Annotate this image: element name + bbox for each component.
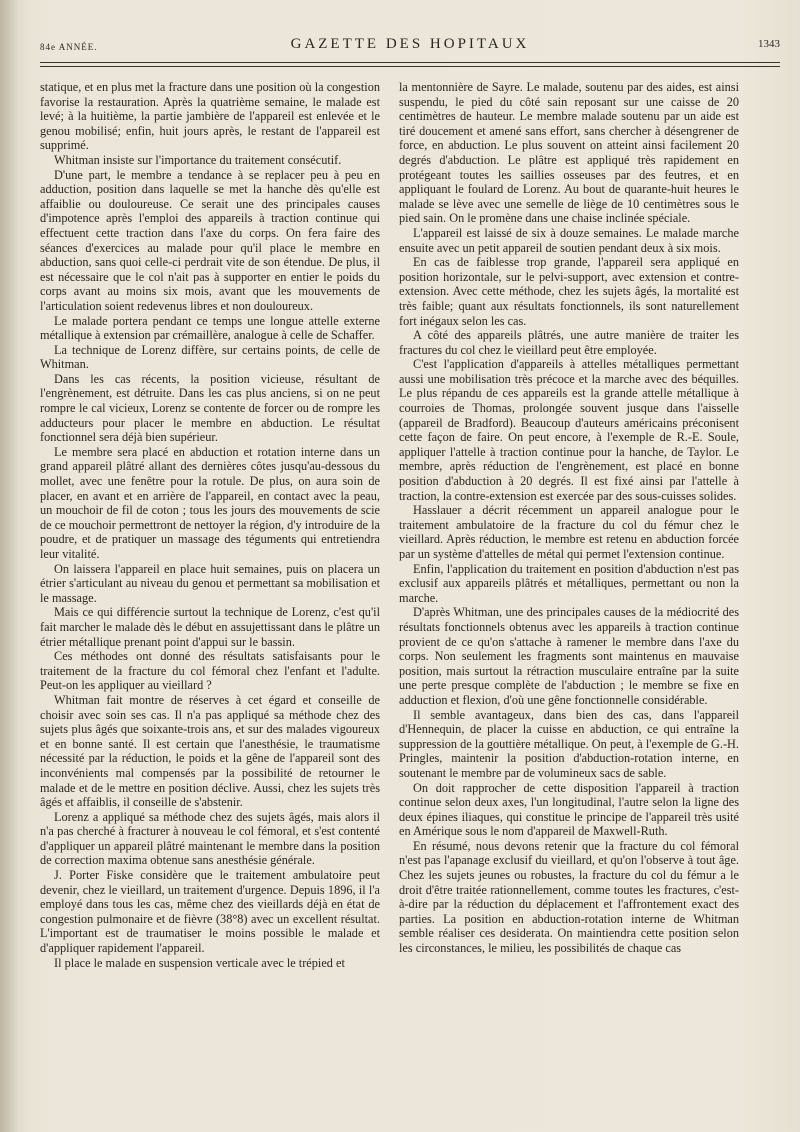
paragraph: Le membre sera placé en abduction et rotation interne dans un grand appareil plâtré allant des dernières côtes jusqu'au-dessous du mollet, avec une fenêtre pour la rotule. De plus, on aura soin de placer, en avant et en arrière de l'appareil, en contact avec la peau, un mouchoir de fil de coton ; tous les jours des mouvements de scie de ce mouchoir permettront de nettoyer la région, d'y introduire de la poudre, et de pratiquer un massage des téguments qui entretiendra leur vitalité. [40,444,380,561]
binding-shadow [0,0,18,1132]
paragraph: D'une part, le membre a tendance à se replacer peu à peu en adduction, position dans laquelle se met la hanche dès qu'elle est affaiblie ou douloureuse. Ce serait une des principales causes d'impotence après l'emploi des appareils à traction continue qui effectuent cette traction dans l'axe du corps. On fera faire des séances d'exercices au malade pour qu'il place le membre en abduction, sans quoi celle-ci perdrait vite de son étendue. De plus, il est nécessaire que le col n'ait pas à supporter en entier le poids du corps avant au moins six mois, avant que les mouvements de l'articulation soient redevenus libres et non douloureux. [40,167,380,313]
paragraph: A côté des appareils plâtrés, une autre manière de traiter les fractures du col chez le vieillard peut être employée. [399,328,739,357]
paragraph: la mentonnière de Sayre. Le malade, soutenu par des aides, est ainsi suspendu, le pied du côté sain reposant sur une caisse de 20 centimètres de hauteur. Le membre malade soutenu par un aide est tiré doucement et amené sans effort, sans chercher à désengrener de force, en abduction. Le plus souvent on atteint ainsi facilement 20 degrés d'abduction. Le plâtre est appliqué très rapidement en protégeant toutes les saillies osseuses par des feutres, et en appliquant le foulard de Lorenz. Au bout de quarante-huit heures le malade se lève avec une semelle de liège de 10 centimètres sous le pied sain. On le promène dans une chaise inclinée spéciale. [399,80,739,226]
paragraph: Hasslauer a décrit récemment un appareil analogue pour le traitement ambulatoire de la fracture du col du fémur chez le vieillard. Après réduction, le membre est retenu en abduction forcée par un système d'attelles de métal qui permet l'extension continue. [399,503,739,561]
paragraph: L'appareil est laissé de six à douze semaines. Le malade marche ensuite avec un petit appareil de soutien pendant deux à six mois. [399,225,739,255]
paragraph: C'est l'application d'appareils à attelles métalliques permettant aussi une mobilisation très précoce et la marche avec des béquilles. Le plus répandu de ces appareils est la grande attelle métallique à courroies de Thomas, prolongée souvent jusque dans l'aisselle (appareil de Bradford). Beaucoup d'auteurs américains préconisent cette façon de faire. On peut encore, à l'exemple de R.-E. Soule, appliquer l'attelle à traction continue pour la hanche, de Taylor. Le membre, après réduction de l'engrènement, est placé en bonne position d'abduction à 20 degrés. Il est fixé ainsi par l'attelle à traction, la contre-extension est exercée par des sous-cuisses solides. [399,357,739,503]
paragraph: Il semble avantageux, dans bien des cas, dans l'appareil d'Hennequin, de placer la cuisse en abduction, ce qui entraîne la suppression de la gouttière métallique. On peut, à l'exemple de G.-H. Pringles, maintenir la position d'abduction-rotation interne, en soutenant le membre par de volumineux sacs de sable. [399,707,739,780]
paragraph: On doit rapprocher de cette disposition l'appareil à traction continue selon deux axes, l'un longitudinal, l'autre selon la ligne des deux épines iliaques, qui constitue le principe de l'appareil très usité en Amérique sous le nom d'appareil de Maxwell-Ruth. [399,780,739,839]
paragraph: Enfin, l'application du traitement en position d'abduction n'est pas exclusif aux appareils plâtrés et métalliques, permettant ou non la marche. [399,561,739,605]
page-header [40,36,780,58]
paragraph: Ces méthodes ont donné des résultats satisfaisants pour le traitement de la fracture du col fémoral chez l'enfant et l'adulte. Peut-on les appliquer au vieillard ? [40,649,380,693]
paragraph: On laissera l'appareil en place huit semaines, puis on placera un étrier s'articulant au niveau du genou et permettant sa mobilisation et le massage. [40,561,380,605]
paragraph: Le malade portera pendant ce temps une longue attelle externe métallique à extension par crémaillère, analogue à celle de Schaffer. [40,313,380,343]
paragraph: J. Porter Fiske considère que le traitement ambulatoire peut devenir, chez le vieillard, un traitement d'urgence. Depuis 1896, il l'a employé dans tous les cas, même chez des vieillards déjà en état de congestion pulmonaire et de fièvre (38°8) avec un excellent résultat. L'important est de traumatiser le moins possible le malade et d'appliquer rapidement l'appareil. [40,868,380,956]
journal-title: GAZETTE DES HOPITAUX [290,36,530,52]
paragraph: D'après Whitman, une des principales causes de la médiocrité des résultats fonctionnels obtenus avec les appareils à traction continue provient de ce qu'on s'attache à ramener le membre dans l'axe du corps. Non seulement les fragments sont maintenus en mauvaise position, mais surtout la rétraction musculaire entraîne par la suite une perte presque complète de l'abduction ; le membre se fixe en adduction et flexion, d'où une gêne fonctionnelle considérable. [399,605,739,707]
right-column [399,80,739,1125]
paragraph: Lorenz a appliqué sa méthode chez des sujets âgés, mais alors il n'a pas cherché à fracturer à nouveau le col fémoral, et s'est contenté d'appliquer un appareil plâtré maintenant le membre dans la position de correction maxima obtenue sans anesthésie générale. [40,809,380,868]
paragraph: Whitman insiste sur l'importance du traitement consécutif. [54,152,342,167]
page-number: 1343 [758,38,780,50]
paragraph: Dans les cas récents, la position vicieuse, résultant de l'engrènement, est détruite. Dans les cas plus anciens, si on ne peut rompre le cal vicieux, Lorenz se contente de forcer ou de rompre les adducteurs pour placer le membre en abduction. Le résultat fonctionnel sera déjà bien supérieur. [40,371,380,445]
year-label: 84e ANNÉE. [40,42,98,52]
paragraph: statique, et en plus met la fracture dans une position où la congestion favorise la restauration. Après la quatrième semaine, le malade est levé; à la huitième, la partie jambière de l'appareil est enlevée et le genou mobilisé; enfin, huit jours après, le restant de l'appareil est supprimé. [40,80,380,153]
header-rule-thin [40,66,780,67]
paragraph: En cas de faiblesse trop grande, l'appareil sera appliqué en position horizontale, sur le pelvi-support, avec extension et contre-extension. Avec cette méthode, chez les sujets âgés, la mortalité est très faible; quant aux résultats fonctionnels, ils sont naturellement fort inégaux selon les cas. [399,255,739,328]
header-rule-thick [40,62,780,63]
paragraph: La technique de Lorenz diffère, sur certains points, de celle de Whitman. [40,342,380,372]
paragraph: Il place le malade en suspension verticale avec le trépied et [54,955,345,970]
paragraph: En résumé, nous devons retenir que la fracture du col fémoral n'est pas l'apanage exclusif du vieillard, et qu'on l'observe à tout âge. Chez les sujets jeunes ou robustes, la fracture du col du fémur a le droit d'être traitée rationnellement, comme toutes les fractures, c'est-à-dire par la réduction du déplacement et l'affrontement exact des parties. La position en abduction-rotation interne de Whitman semble réaliser ces desiderata. On maintiendra cette position selon les circonstances, le milieu, les possibilités de chaque cas [399,838,739,956]
left-column [40,80,380,1125]
paragraph: Mais ce qui différencie surtout la technique de Lorenz, c'est qu'il fait marcher le malade dès le début en assujettissant dans le plâtre un étrier métallique prenant point d'appui sur le bassin. [40,605,380,649]
paragraph: Whitman fait montre de réserves à cet égard et conseille de choisir avec soin ses cas. Il n'a pas appliqué sa méthode chez des sujets plus âgés que soixante-trois ans, et sur des malades vigoureux et en bonne santé. Il est certain que l'anesthésie, le traumatisme nécessité par la réduction, le poids et la gêne de l'appareil sont des inconvénients mal compensés par la possibilité de retourner le malade et de le mettre en position déclive. Aussi, chez les sujets très âgés et affaiblis, il conseille de s'abstenir. [40,692,380,810]
